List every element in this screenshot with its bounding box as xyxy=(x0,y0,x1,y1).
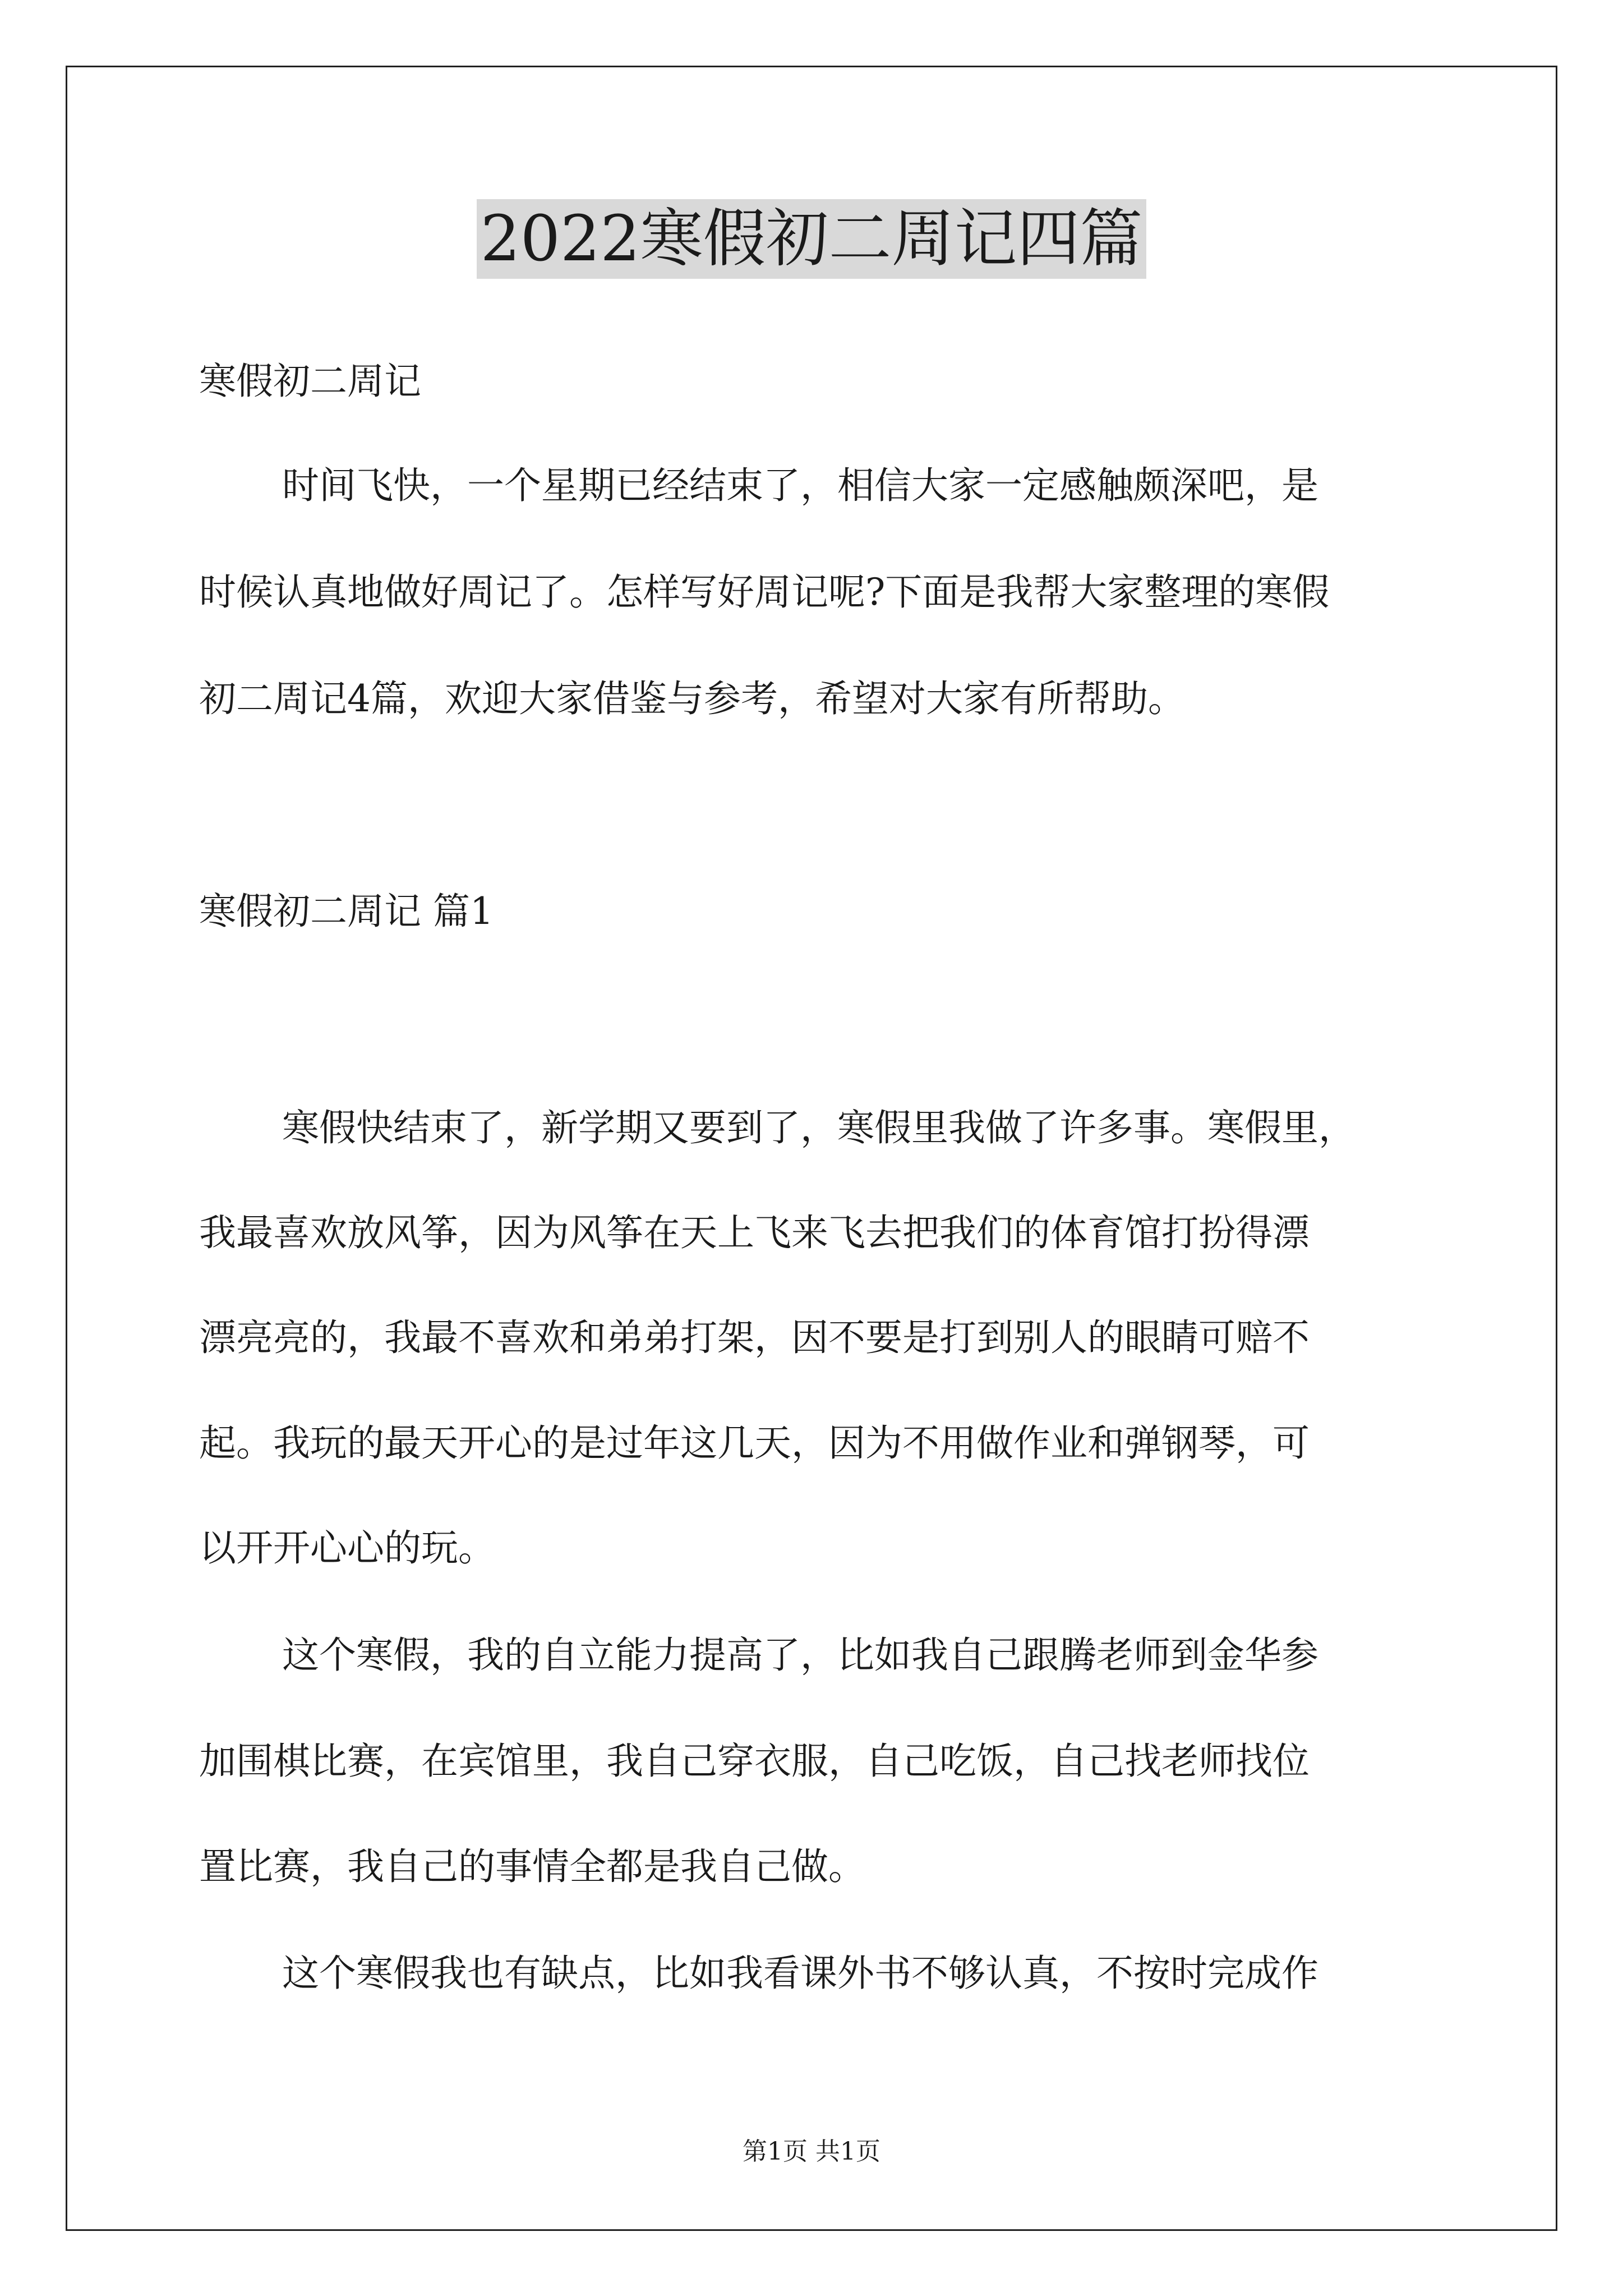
paragraph2-line-1: 这个寒假，我的自立能力提高了，比如我自己跟腾老师到金华参 xyxy=(282,1634,1318,1677)
document-title: 2022寒假初二周记四篇 xyxy=(477,199,1146,279)
title-container xyxy=(0,199,1623,279)
intro-line-2: 时候认真地做好周记了。怎样写好周记呢?下面是我帮大家整理的寒假 xyxy=(199,570,1330,614)
section-heading: 寒假初二周记 xyxy=(199,360,421,403)
paragraph1-line-5: 以开开心心的玩。 xyxy=(199,1526,495,1570)
paragraph1-line-1: 寒假快结束了，新学期又要到了，寒假里我做了许多事。寒假里， xyxy=(282,1106,1355,1149)
paragraph3-line-1: 这个寒假我也有缺点，比如我看课外书不够认真，不按时完成作 xyxy=(282,1952,1318,1995)
paragraph1-line-3: 漂亮亮的，我最不喜欢和弟弟打架，因不要是打到别人的眼睛可赔不 xyxy=(199,1316,1310,1359)
paragraph1-line-2: 我最喜欢放风筝，因为风筝在天上飞来飞去把我们的体育馆打扮得漂 xyxy=(199,1211,1310,1254)
paragraph2-line-2: 加围棋比赛，在宾馆里，我自己穿衣服，自己吃饭，自己找老师找位 xyxy=(199,1740,1310,1783)
paragraph2-line-3: 置比赛，我自己的事情全都是我自己做。 xyxy=(199,1845,865,1888)
page-footer: 第1页 共1页 xyxy=(743,2137,880,2166)
paragraph1-line-4: 起。我玩的最天开心的是过年这几天，因为不用做作业和弹钢琴，可 xyxy=(199,1421,1310,1465)
article-heading: 寒假初二周记 篇1 xyxy=(199,890,494,933)
intro-line-3: 初二周记4篇，欢迎大家借鉴与参考，希望对大家有所帮助。 xyxy=(199,677,1185,720)
intro-line-1: 时间飞快，一个星期已经结束了，相信大家一定感触颇深吧，是 xyxy=(282,464,1318,507)
